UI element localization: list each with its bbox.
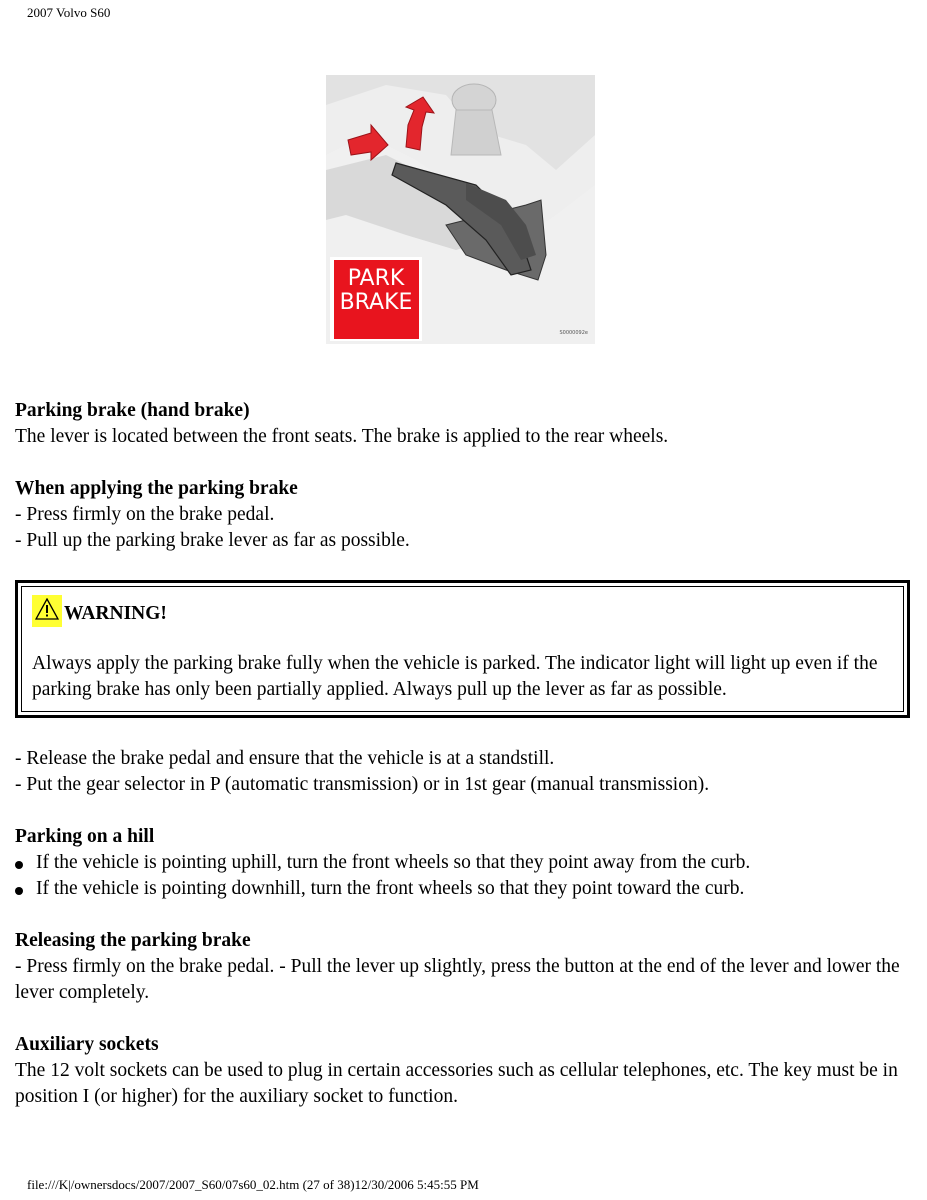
park-brake-badge-line2: BRAKE	[339, 290, 413, 315]
section-heading: Releasing the parking brake	[15, 930, 251, 951]
bullet-list	[15, 850, 910, 902]
section-heading: Parking brake (hand brake)	[15, 400, 250, 421]
section-after-warning	[15, 746, 910, 798]
step: - Press firmly on the brake pedal.	[15, 504, 275, 525]
section-heading: When applying the parking brake	[15, 478, 298, 499]
section-parking-brake	[15, 398, 910, 450]
file-path-footer: file:///K|/ownersdocs/2007/2007_S60/07s60_02.htm (27 of 38)12/30/2006 5:45:55 PM	[27, 1177, 479, 1192]
warning-title: WARNING!	[64, 603, 167, 624]
section-applying	[15, 476, 910, 554]
park-brake-badge-line1: PARK	[347, 266, 405, 291]
step: - Put the gear selector in P (automatic transmission) or in 1st gear (manual transmission).	[15, 774, 710, 795]
section-sockets	[15, 1032, 910, 1110]
paragraph: - Press firmly on the brake pedal. - Pull the lever up slightly, press the button at the end of the lever and lower the lever completely.	[15, 956, 900, 1003]
document-body	[15, 398, 910, 1136]
section-heading: Auxiliary sockets	[15, 1034, 159, 1055]
parking-brake-illustration	[326, 75, 595, 344]
figure-code: S0000092e	[559, 330, 588, 336]
section-heading: Parking on a hill	[15, 826, 155, 847]
section-hill	[15, 824, 910, 902]
section-releasing	[15, 928, 910, 1006]
bullet-icon	[15, 861, 23, 869]
bullet-icon	[15, 887, 23, 895]
warning-text: Always apply the parking brake fully when the vehicle is parked. The indicator light will light up even if the parking brake has only been partially applied. Always pull up the lever as far as possible.	[32, 653, 878, 700]
list-item: If the vehicle is pointing downhill, turn the front wheels so that they point toward the curb.	[15, 876, 910, 902]
list-item: If the vehicle is pointing uphill, turn the front wheels so that they point away from the curb.	[15, 850, 910, 876]
paragraph: The lever is located between the front seats. The brake is applied to the rear wheels.	[15, 426, 669, 447]
step: - Pull up the parking brake lever as far as possible.	[15, 530, 410, 551]
step: - Release the brake pedal and ensure that the vehicle is at a standstill.	[15, 748, 555, 769]
warning-icon	[32, 595, 62, 627]
paragraph: The 12 volt sockets can be used to plug in certain accessories such as cellular telephones, etc. The key must be in position I (or higher) for the auxiliary socket to function.	[15, 1060, 898, 1107]
document-title: 2007 Volvo S60	[27, 5, 111, 20]
warning-box	[15, 580, 910, 718]
